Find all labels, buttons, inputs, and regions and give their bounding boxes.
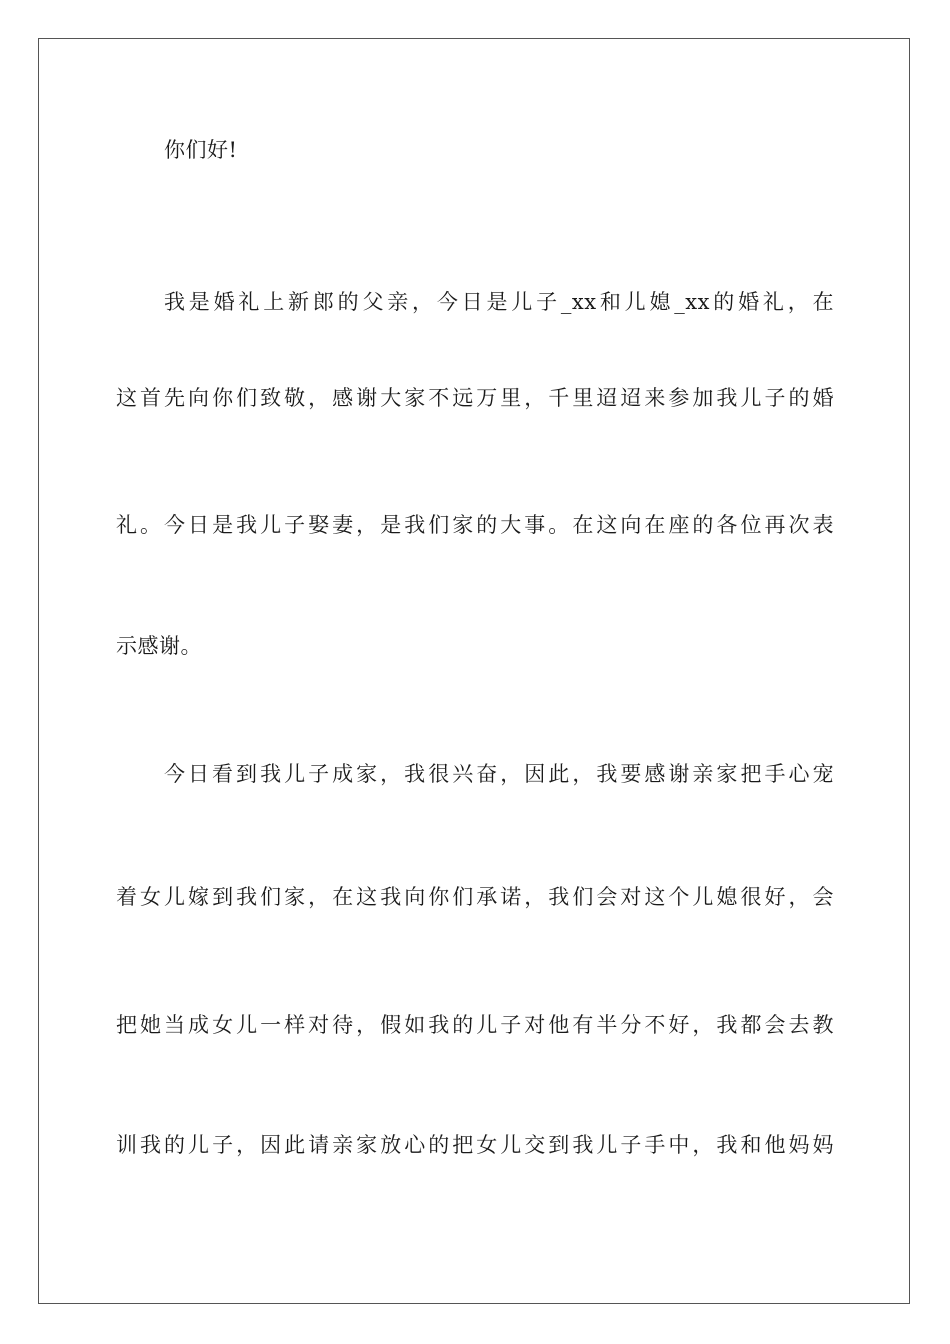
paragraph-1-line-1: 我是婚礼上新郎的父亲，今日是儿子_xx和儿媳_xx的婚礼，在: [164, 290, 834, 314]
paragraph-1-line-4: 示感谢。: [116, 634, 202, 658]
page-frame: [38, 38, 910, 1304]
paragraph-2-line-3: 把她当成女儿一样对待，假如我的儿子对他有半分不好，我都会去教: [116, 1013, 834, 1037]
paragraph-2-line-2: 着女儿嫁到我们家，在这我向你们承诺，我们会对这个儿媳很好，会: [116, 885, 834, 909]
paragraph-1-line-3: 礼。今日是我儿子娶妻，是我们家的大事。在这向在座的各位再次表: [116, 513, 834, 537]
paragraph-2-line-4: 训我的儿子，因此请亲家放心的把女儿交到我儿子手中，我和他妈妈: [116, 1133, 834, 1157]
greeting-line: 你们好!: [164, 138, 238, 162]
paragraph-2-line-1: 今日看到我儿子成家，我很兴奋，因此，我要感谢亲家把手心宠: [164, 762, 834, 786]
paragraph-1-line-2: 这首先向你们致敬，感谢大家不远万里，千里迢迢来参加我儿子的婚: [116, 386, 834, 410]
